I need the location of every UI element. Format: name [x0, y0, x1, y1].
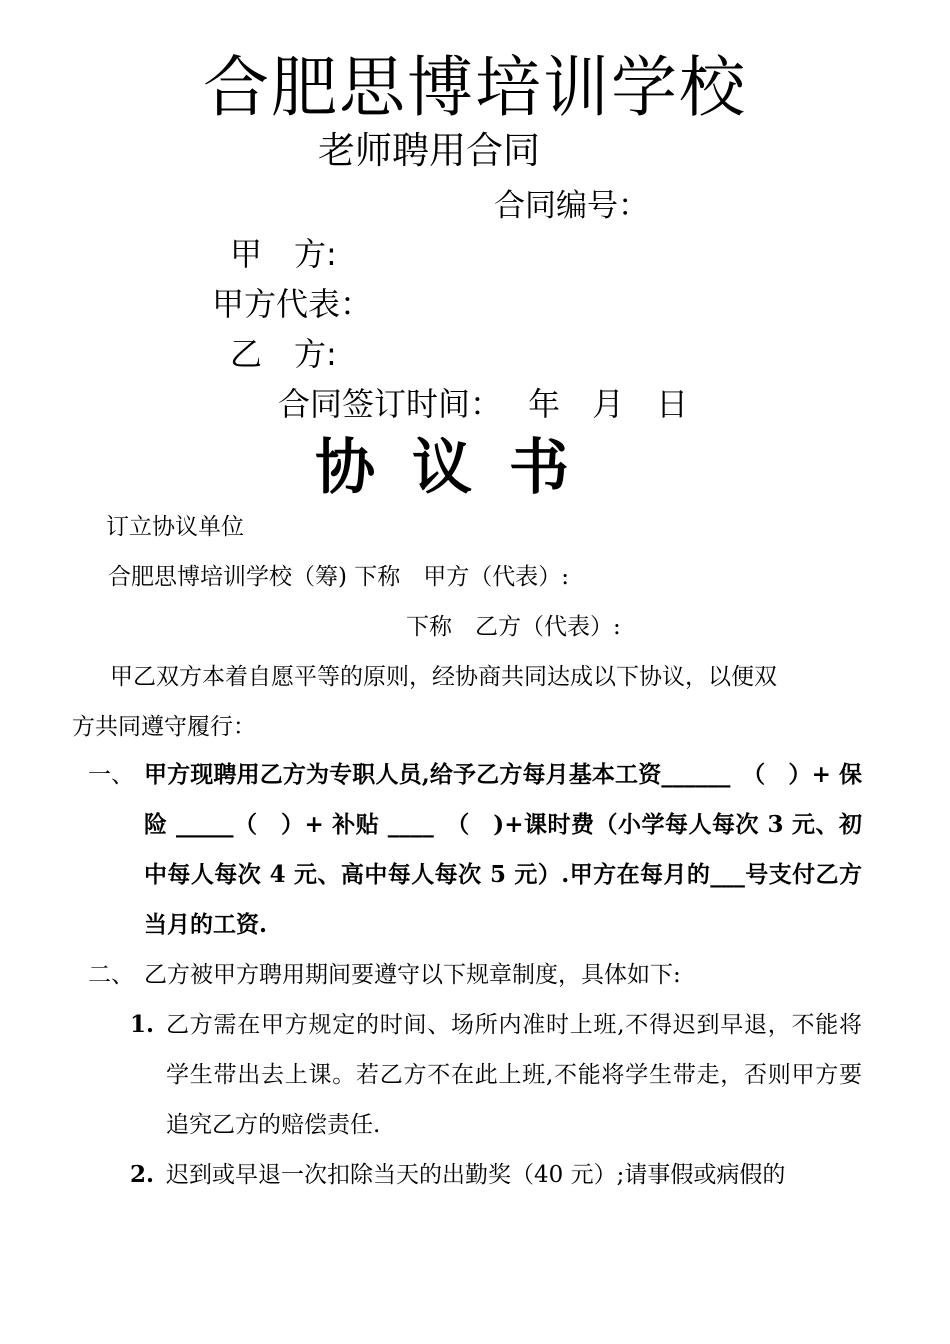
agreement-title: 协 议 书 [315, 433, 577, 503]
section-1-number: 一、 [88, 762, 134, 788]
contract-title: 老师聘用合同 [318, 129, 540, 172]
rule-2-number: 2. [130, 1161, 155, 1188]
section-1-text: 甲方现聘用乙方为专职人员,给予乙方每月基本工资______ （ ）+ 保险 _____（ ）+ 补贴 ____ （ )+课时费（小学每人每次 3 元、初中每人每次 4 元、高中每人每次 5 元）.甲方在每月的___号支付乙方当月的工资. [144, 761, 862, 938]
intro-line-5: 方共同遵守履行： [72, 714, 256, 740]
section-2-number: 二、 [88, 962, 134, 988]
section-2-text: 乙方被甲方聘用期间要遵守以下规章制度，具体如下: [144, 962, 681, 988]
intro-line-1: 订立协议单位 [106, 514, 244, 540]
intro-line-2: 合肥思博培训学校（筹) 下称 甲方（代表）: [108, 564, 570, 590]
rule-2-text: 迟到或早退一次扣除当天的出勤奖（40 元）;请事假或病假的 [166, 1162, 786, 1188]
rule-1-number: 1. [130, 1011, 155, 1038]
school-title: 合肥思博培训学校 [203, 49, 747, 126]
intro-line-4: 甲乙双方本着自愿平等的原则，经协商共同达成以下协议，以便双 [110, 664, 777, 690]
sign-date-label: 合同签订时间： 年 月 日 [278, 385, 689, 423]
party-a-representative-label: 甲方代表： [212, 285, 373, 323]
contract-number-label: 合同编号： [494, 188, 649, 224]
rule-1-text: 乙方需在甲方规定的时间、场所内准时上班,不得迟到早退，不能将学生带出去上课。若乙方不在此上班,不能将学生带走，否则甲方要追究乙方的赔偿责任. [166, 1012, 862, 1138]
party-a-label: 甲 方: [230, 235, 337, 273]
intro-line-3: 下称 乙方（代表）: [406, 614, 621, 640]
party-b-label: 乙 方: [230, 335, 337, 373]
